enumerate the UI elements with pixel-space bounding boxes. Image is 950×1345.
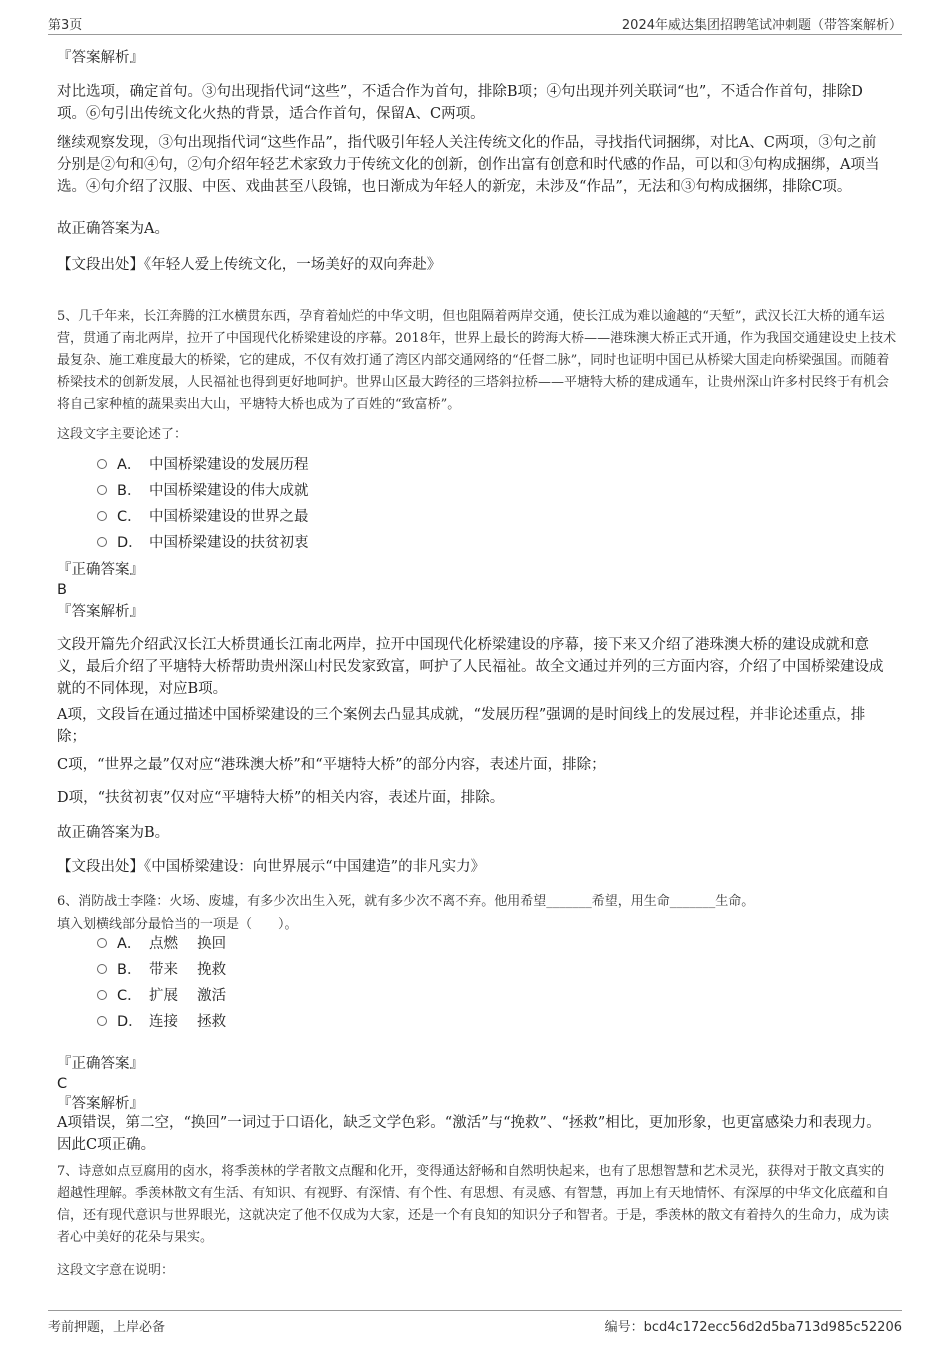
code-label: 编号：: [604, 1320, 644, 1335]
option-c[interactable]: C． 扩展 激活: [97, 983, 226, 1009]
question-6-text: 6、消防战士李隆：火场、废墟，有多少次出生入死，就有多少次不离不弃。他用希望_______希望，用生命_______生命。: [57, 894, 755, 909]
correct-answer: B: [57, 582, 67, 598]
answer-label: 『正确答案』: [57, 562, 144, 578]
footer-slogan: 考前押题，上岸必备: [48, 1320, 166, 1335]
radio-icon[interactable]: [97, 537, 107, 547]
question-5-prompt: 这段文字主要论述了：: [57, 427, 188, 442]
page-header: [48, 12, 902, 35]
option-b[interactable]: B． 带来 挽救: [97, 957, 226, 983]
page-number: 第3页: [48, 18, 83, 33]
option-a[interactable]: A． 点燃 换回: [97, 931, 226, 957]
option-a[interactable]: A． 中国桥梁建设的发展历程: [97, 452, 309, 478]
passage-source: 【文段出处】《年轻人爱上传统文化，一场美好的双向奔赴》: [57, 257, 442, 273]
radio-icon[interactable]: [97, 938, 107, 948]
radio-icon[interactable]: [97, 1016, 107, 1026]
analysis-paragraph: A项错误，第二空，“换回”一词过于口语化，缺乏文学色彩。“激活”与“挽救”、“拯救”相比，更加形象，也更富感染力和表现力。因此C项正确。: [57, 1115, 881, 1153]
question-7-text: 7、诗意如点豆腐用的卤水，将季羡林的学者散文点醒和化开，变得通达舒畅和自然明快起来，也有了思想智慧和艺术灵光，获得对于散文真实的超越性理解。季羡林散文有生活、有知识、有视野、有深情、有个性、有思想、有灵感、有智慧，再加上有天地情怀、有深厚的中华文化底蕴和自信，还有现代意识与世界眼光，这就决定了他不仅成为大家，还是一个有良知的知识分子和智者。于是，季羡林的散文有着持久的生命力，成为读者心中美好的花朵与果实。: [57, 1164, 890, 1245]
radio-icon[interactable]: [97, 964, 107, 974]
question-6-options: [97, 931, 226, 1035]
radio-icon[interactable]: [97, 511, 107, 521]
document-title: 2024年威达集团招聘笔试冲刺题（带答案解析）: [621, 18, 902, 33]
analysis-paragraph: 继续观察发现，③句出现指代词“这些作品”，指代吸引年轻人关注传统文化的作品，寻找指代词捆绑，对比A、C两项，③句之前分别是②句和④句，②句介绍年轻艺术家致力于传统文化的创新，创作出富有创意和时代感的作品，可以和③句构成捆绑，A项当选。④句介绍了汉服、中医、戏曲甚至八段锦，也日渐成为年轻人的新宠，未涉及“作品”，无法和③句构成捆绑，排除C项。: [57, 135, 880, 195]
radio-icon[interactable]: [97, 990, 107, 1000]
analysis-conclusion: 故正确答案为B。: [57, 825, 170, 841]
code-value: bcd4c172ecc56d2d5ba713d985c52206: [643, 1320, 902, 1335]
question-5-options: [97, 452, 309, 556]
analysis-paragraph: D项，“扶贫初衷”仅对应“平塘特大桥”的相关内容，表述片面，排除。: [57, 790, 505, 806]
question-6-prompt: 填入划横线部分最恰当的一项是（ ）。: [57, 917, 298, 932]
analysis-label: 『答案解析』: [57, 1096, 144, 1112]
analysis-conclusion: 故正确答案为A。: [57, 221, 169, 237]
analysis-label: 『答案解析』: [57, 604, 144, 620]
analysis-paragraph: 文段开篇先介绍武汉长江大桥贯通长江南北两岸，拉开中国现代化桥梁建设的序幕，接下来又介绍了港珠澳大桥的建设成就和意义，最后介绍了平塘特大桥帮助贵州深山村民发家致富，呵护了人民福祉。故全文通过并列的三方面内容，介绍了中国桥梁建设成就的不同体现，对应B项。: [57, 637, 884, 697]
option-d[interactable]: D． 连接 拯救: [97, 1009, 226, 1035]
analysis-paragraph: 对比选项，确定首句。③句出现指代词“这些”，不适合作为首句，排除B项；④句出现并列关联词“也”，不适合作首句，排除D项。⑥句引出传统文化火热的背景，适合作首句，保留A、C两项。: [57, 84, 863, 122]
option-c[interactable]: C． 中国桥梁建设的世界之最: [97, 504, 309, 530]
analysis-paragraph: A项，文段旨在通过描述中国桥梁建设的三个案例去凸显其成就，“发展历程”强调的是时间线上的发展过程，并非论述重点，排除；: [57, 707, 866, 745]
option-b[interactable]: B． 中国桥梁建设的伟大成就: [97, 478, 309, 504]
page-footer: [48, 1310, 902, 1335]
radio-icon[interactable]: [97, 459, 107, 469]
passage-source: 【文段出处】《中国桥梁建设：向世界展示“中国建造”的非凡实力》: [57, 859, 486, 875]
document-code: [605, 1316, 902, 1335]
question-5-text: 5、几千年来，长江奔腾的江水横贯东西，孕育着灿烂的中华文明，但也阻隔着两岸交通，使长江成为难以逾越的“天堑”，武汉长江大桥的通车运营，贯通了南北两岸，拉开了中国现代化桥梁建设的序幕。2018年，世界上最长的跨海大桥——港珠澳大桥正式开通，作为我国交通建设史上技术最复杂、施工难度最大的桥梁，它的建成，不仅有效打通了湾区内部交通网络的“任督二脉”，同时也证明中国已从桥梁大国走向桥梁强国。而随着桥梁技术的创新发展，人民福祉也得到更好地呵护。世界山区最大跨径的三塔斜拉桥——平塘特大桥的建成通车，让贵州深山许多村民终于有机会将自己家种植的蔬果卖出大山，平塘特大桥也成为了百姓的“致富桥”。: [57, 309, 897, 412]
correct-answer: C: [57, 1076, 68, 1092]
question-7-prompt: 这段文字意在说明：: [57, 1263, 175, 1278]
analysis-paragraph: C项，“世界之最”仅对应“港珠澳大桥”和“平塘特大桥”的部分内容，表述片面，排除；: [57, 757, 606, 773]
answer-label: 『正确答案』: [57, 1056, 144, 1072]
radio-icon[interactable]: [97, 485, 107, 495]
analysis-label: 『答案解析』: [57, 50, 144, 66]
option-d[interactable]: D． 中国桥梁建设的扶贫初衷: [97, 530, 309, 556]
